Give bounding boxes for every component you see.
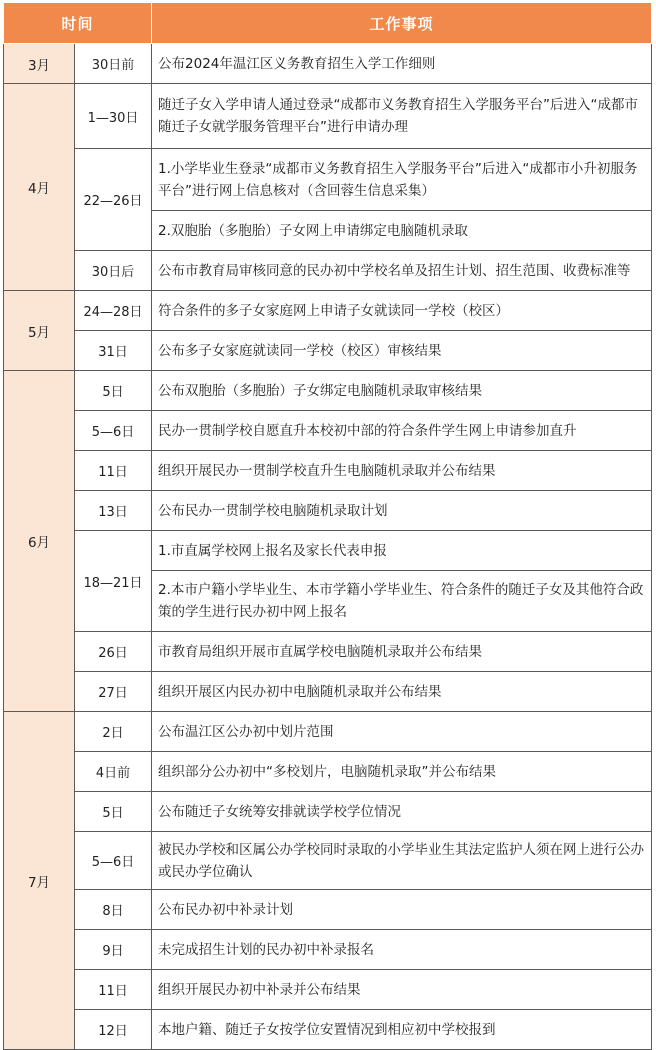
month-april: 4月 bbox=[4, 84, 75, 291]
month-june: 6月 bbox=[4, 371, 75, 712]
row-item: 公布市教育局审核同意的民办初中学校名单及招生计划、招生范围、收费标准等 bbox=[152, 251, 652, 291]
header-row bbox=[4, 3, 652, 44]
row-date: 4日前 bbox=[75, 752, 152, 792]
row-date: 5—6日 bbox=[75, 832, 152, 890]
row-item: 2.双胞胎（多胞胎）子女网上申请绑定电脑随机录取 bbox=[152, 211, 652, 251]
row-item: 被民办学校和区属公办学校同时录取的小学毕业生其法定监护人须在网上进行公办或民办学位确认 bbox=[152, 832, 652, 890]
header-time: 时间 bbox=[4, 3, 152, 44]
row-date: 12日 bbox=[75, 1010, 152, 1050]
row-item: 组织开展区内民办初中电脑随机录取并公布结果 bbox=[152, 672, 652, 712]
month-may: 5月 bbox=[4, 291, 75, 371]
row-item: 公布多子女家庭就读同一学校（校区）审核结果 bbox=[152, 331, 652, 371]
row-item: 公布双胞胎（多胞胎）子女绑定电脑随机录取审核结果 bbox=[152, 371, 652, 411]
row-date: 27日 bbox=[75, 672, 152, 712]
table-row bbox=[4, 371, 652, 411]
row-date: 5日 bbox=[75, 792, 152, 832]
row-date: 1—30日 bbox=[75, 84, 152, 149]
table-row bbox=[4, 411, 652, 451]
table-row bbox=[4, 291, 652, 331]
header-work: 工作事项 bbox=[152, 3, 652, 44]
table-row bbox=[4, 491, 652, 531]
table-row bbox=[4, 672, 652, 712]
row-item: 公布随迁子女统筹安排就读学校学位情况 bbox=[152, 792, 652, 832]
table-row bbox=[4, 970, 652, 1010]
row-date: 9日 bbox=[75, 930, 152, 970]
table-row bbox=[4, 331, 652, 371]
schedule-table bbox=[3, 2, 652, 1050]
table-row bbox=[4, 712, 652, 752]
row-date: 2日 bbox=[75, 712, 152, 752]
table-row bbox=[4, 84, 652, 149]
row-date: 30日前 bbox=[75, 44, 152, 84]
row-date: 11日 bbox=[75, 970, 152, 1010]
row-item: 随迁子女入学申请人通过登录“成都市义务教育招生入学服务平台”后进入“成都市随迁子女就学服务管理平台”进行申请办理 bbox=[152, 84, 652, 149]
row-date: 8日 bbox=[75, 890, 152, 930]
row-item: 组织部分公办初中“多校划片，电脑随机录取”并公布结果 bbox=[152, 752, 652, 792]
row-item: 民办一贯制学校自愿直升本校初中部的符合条件学生网上申请参加直升 bbox=[152, 411, 652, 451]
row-item: 公布温江区公办初中划片范围 bbox=[152, 712, 652, 752]
row-date: 5—6日 bbox=[75, 411, 152, 451]
table-row bbox=[4, 1010, 652, 1050]
row-item: 组织开展民办一贯制学校直升生电脑随机录取并公布结果 bbox=[152, 451, 652, 491]
table-row bbox=[4, 752, 652, 792]
row-date: 5日 bbox=[75, 371, 152, 411]
table-row bbox=[4, 44, 652, 84]
row-item: 符合条件的多子女家庭网上申请子女就读同一学校（校区） bbox=[152, 291, 652, 331]
row-item: 公布民办一贯制学校电脑随机录取计划 bbox=[152, 491, 652, 531]
row-item: 市教育局组织开展市直属学校电脑随机录取并公布结果 bbox=[152, 632, 652, 672]
row-date: 30日后 bbox=[75, 251, 152, 291]
row-item: 本地户籍、随迁子女按学位安置情况到相应初中学校报到 bbox=[152, 1010, 652, 1050]
row-item: 2.本市户籍小学毕业生、本市学籍小学毕业生、符合条件的随迁子女及其他符合政策的学生进行民办初中网上报名 bbox=[152, 571, 652, 632]
row-date: 24—28日 bbox=[75, 291, 152, 331]
row-item: 公布民办初中补录计划 bbox=[152, 890, 652, 930]
table-row bbox=[4, 930, 652, 970]
row-date: 26日 bbox=[75, 632, 152, 672]
row-item: 1.小学毕业生登录“成都市义务教育招生入学服务平台”后进入“成都市小升初服务平台”进行网上信息核对（含回蓉生信息采集） bbox=[152, 149, 652, 211]
row-date: 18—21日 bbox=[75, 531, 152, 632]
table-row bbox=[4, 531, 652, 571]
row-item: 组织开展民办初中补录并公布结果 bbox=[152, 970, 652, 1010]
row-date: 13日 bbox=[75, 491, 152, 531]
row-item: 公布2024年温江区义务教育招生入学工作细则 bbox=[152, 44, 652, 84]
row-date: 11日 bbox=[75, 451, 152, 491]
row-item: 未完成招生计划的民办初中补录报名 bbox=[152, 930, 652, 970]
row-item: 1.市直属学校网上报名及家长代表申报 bbox=[152, 531, 652, 571]
row-date: 31日 bbox=[75, 331, 152, 371]
row-date: 22—26日 bbox=[75, 149, 152, 251]
table-row bbox=[4, 632, 652, 672]
month-march: 3月 bbox=[4, 44, 75, 84]
table-row bbox=[4, 832, 652, 890]
month-july: 7月 bbox=[4, 712, 75, 1050]
table-row bbox=[4, 251, 652, 291]
table-row bbox=[4, 890, 652, 930]
table-row bbox=[4, 451, 652, 491]
table-row bbox=[4, 792, 652, 832]
table-row bbox=[4, 149, 652, 211]
